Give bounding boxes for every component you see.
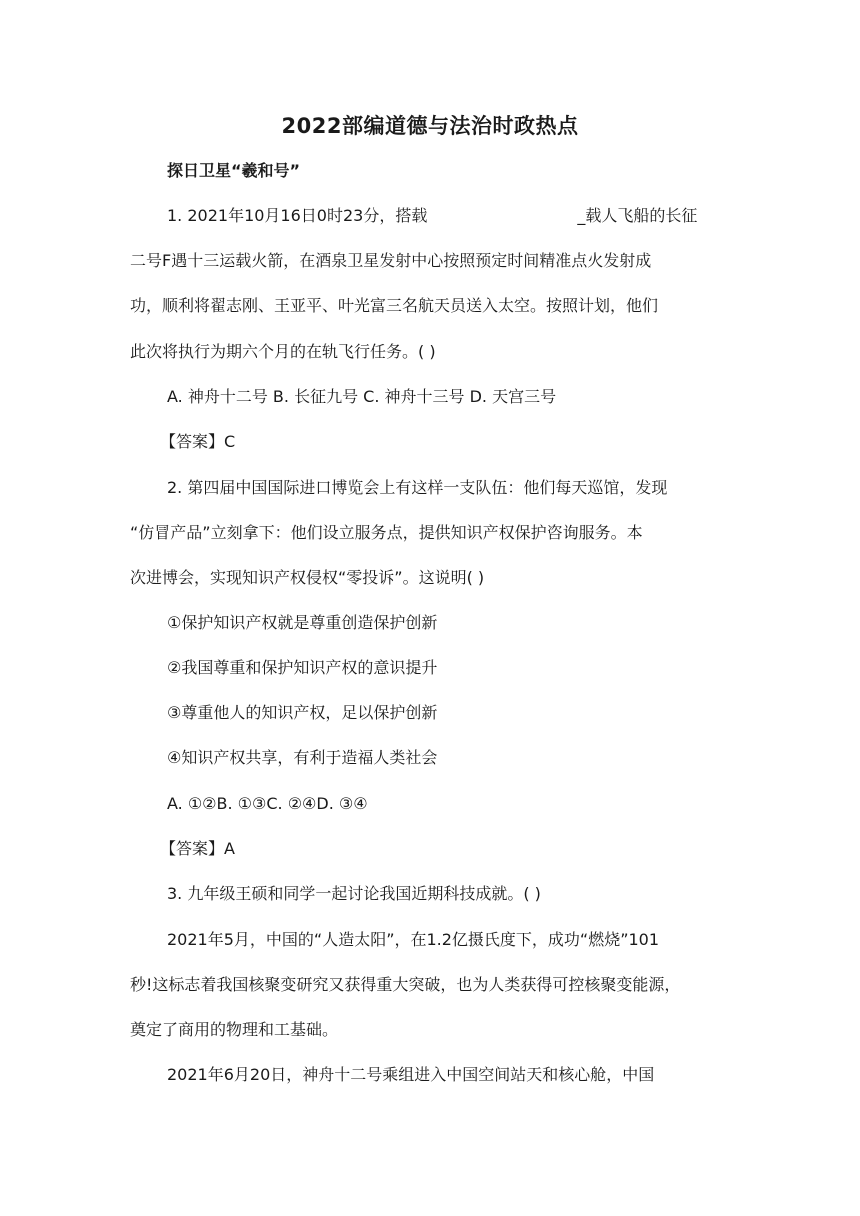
q1-options: A. 神舟十二号 B. 长征九号 C. 神舟十三号 D. 天宫三号 bbox=[167, 387, 557, 406]
q3-paragraph-2-line-1: 2021年6月20日，神舟十二号乘组进入中国空间站天和核心舱，中国 bbox=[167, 1065, 655, 1084]
q3-line-1: 3. 九年级王硕和同学一起讨论我国近期科技成就。( ) bbox=[167, 884, 541, 903]
q1-line-1 bbox=[167, 205, 697, 227]
q1-line-1-before: 1. 2021年10月16日0时23分，搭载 bbox=[167, 206, 428, 225]
q1-line-1-after: _载人飞船的长征 bbox=[577, 206, 698, 225]
q1-line-3: 功，顺利将翟志刚、王亚平、叶光富三名航天员送入太空。按照计划，他们 bbox=[130, 296, 659, 315]
q2-answer: 【答案】A bbox=[160, 839, 235, 858]
q3-paragraph-1-line-2: 秒!这标志着我国核聚变研究又获得重大突破，也为人类获得可控核聚变能源， bbox=[130, 975, 681, 994]
q2-line-1: 2. 第四届中国国际进口博览会上有这样一支队伍：他们每天巡馆，发现 bbox=[167, 478, 668, 497]
document-title: 2022部编道德与法治时政热点 bbox=[281, 114, 579, 138]
q1-answer: 【答案】C bbox=[160, 432, 236, 451]
q1-line-2: 二号F遇十三运载火箭，在酒泉卫星发射中心按照预定时间精准点火发射成 bbox=[130, 251, 652, 270]
q2-statement-4: ④知识产权共享，有利于造福人类社会 bbox=[167, 748, 438, 767]
q3-paragraph-1-line-3: 奠定了商用的物理和工基础。 bbox=[130, 1020, 339, 1039]
q3-paragraph-1-line-1: 2021年5月，中国的“人造太阳”，在1.2亿摄氏度下，成功“燃烧”101 bbox=[167, 930, 660, 949]
q2-options: A. ①②B. ①③C. ②④D. ③④ bbox=[167, 794, 368, 813]
q2-statement-1: ①保护知识产权就是尊重创造保护创新 bbox=[167, 613, 438, 632]
q1-line-4: 此次将执行为期六个月的在轨飞行任务。( ) bbox=[130, 342, 436, 361]
q2-line-3: 次进博会，实现知识产权侵权“零投诉”。这说明( ) bbox=[130, 568, 485, 587]
section-heading: 探日卫星“羲和号” bbox=[167, 161, 301, 180]
q2-statement-3: ③尊重他人的知识产权，足以保护创新 bbox=[167, 703, 438, 722]
q2-statement-2: ②我国尊重和保护知识产权的意识提升 bbox=[167, 658, 438, 677]
q2-line-2: “仿冒产品”立刻拿下：他们设立服务点，提供知识产权保护咨询服务。本 bbox=[130, 523, 643, 542]
